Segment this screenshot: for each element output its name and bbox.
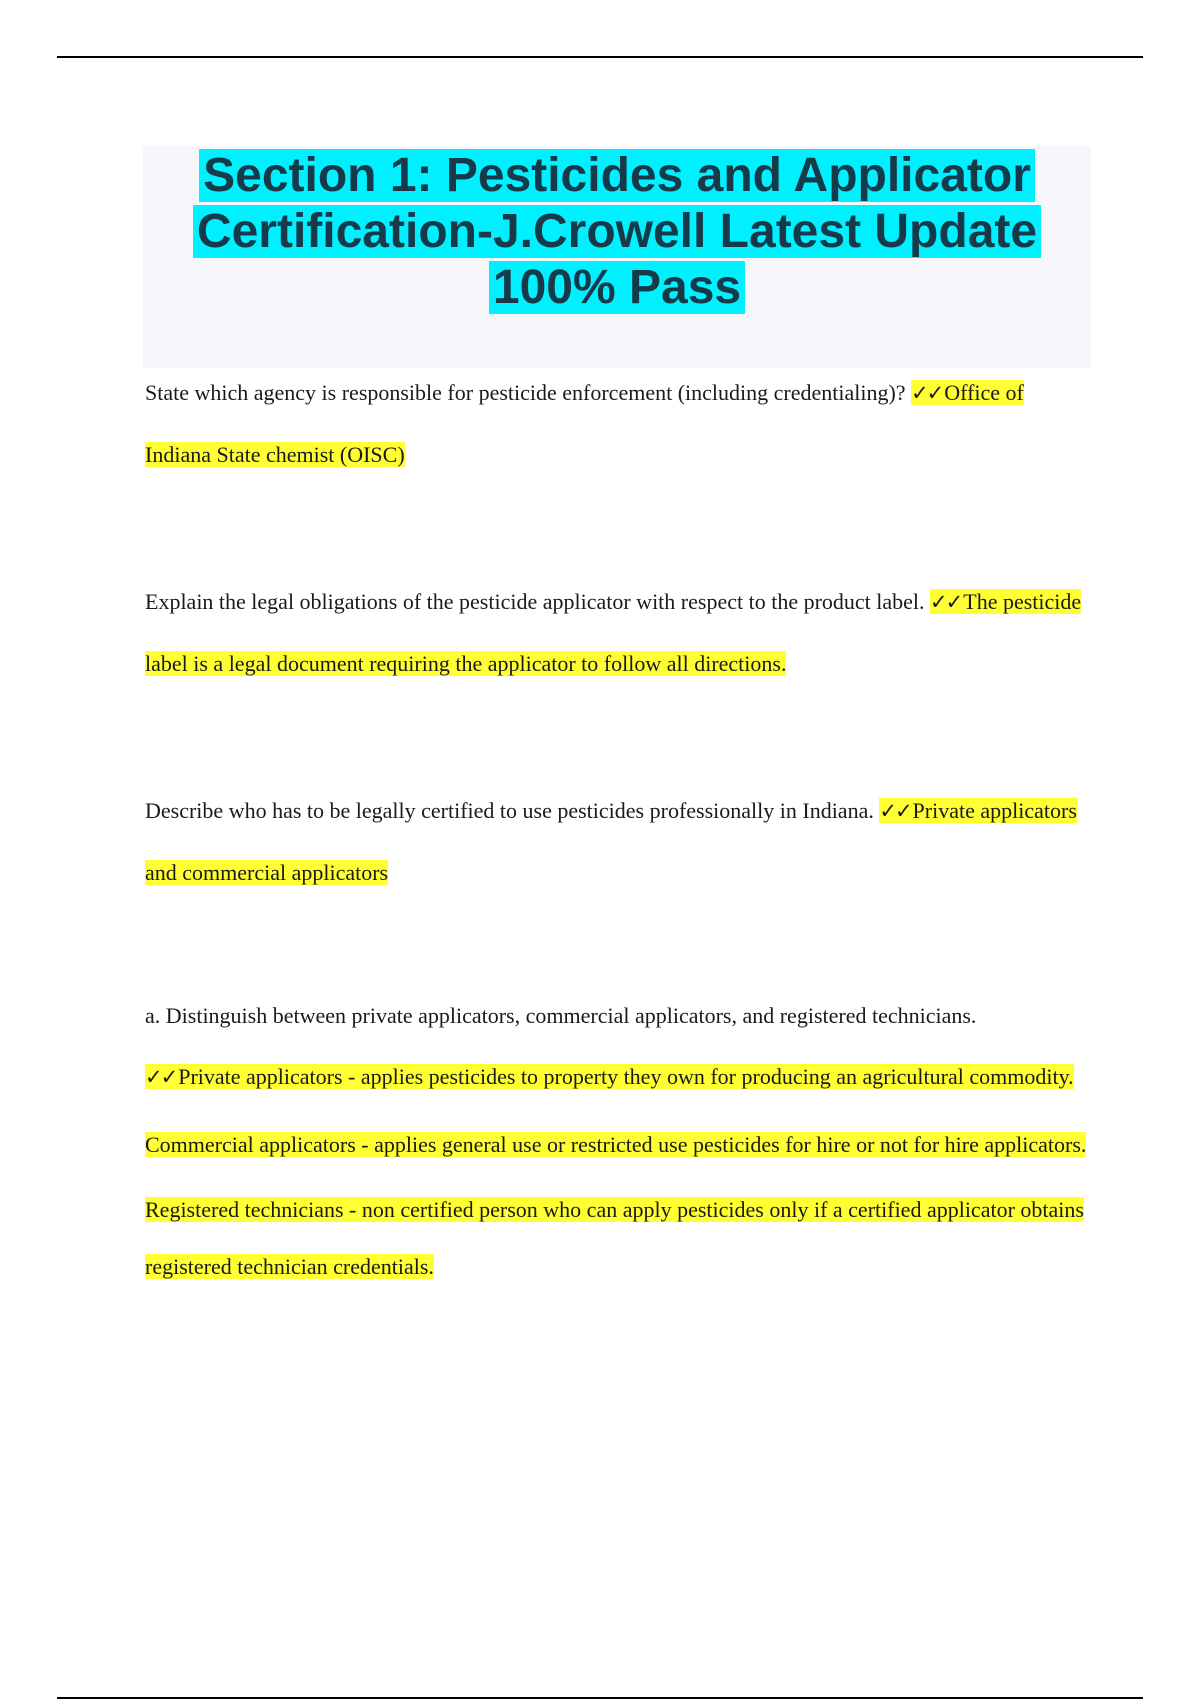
double-check-icon: ✓✓ [145, 1065, 177, 1089]
question-item-4 [145, 985, 1095, 1108]
question-item-3 [145, 780, 1095, 903]
question-text: Describe who has to be legally certified to use pesticides professionally in Indiana. [145, 798, 874, 823]
double-check-icon: ✓✓ [879, 799, 911, 823]
answer-continuation-commercial [145, 1116, 1095, 1173]
question-list [145, 362, 1095, 1295]
question-item-1 [145, 362, 1095, 485]
question-text: Explain the legal obligations of the pesticide applicator with respect to the product label. [145, 589, 925, 614]
double-check-icon: ✓✓ [930, 590, 962, 614]
answer-highlight: Commercial applicators - applies general use or restricted use pesticides for hire or not for hire applicators. [145, 1132, 1087, 1157]
question-text: State which agency is responsible for pesticide enforcement (including credentialing)? [145, 380, 906, 405]
answer-text: The pesticide label is a legal document requiring the applicator to follow all directions. [145, 589, 1082, 676]
document-title [143, 146, 1091, 316]
question-text: a. Distinguish between private applicators, commercial applicators, and registered technicians. [145, 1003, 977, 1028]
answer-continuation-technicians [145, 1181, 1095, 1295]
double-check-icon: ✓✓ [911, 381, 943, 405]
answer-text: Office of Indiana State chemist (OISC) [145, 380, 1024, 467]
answer-highlight: Registered technicians - non certified person who can apply pesticides only if a certified applicator obtains registered technician credentials. [145, 1197, 1084, 1279]
document-title-text: Section 1: Pesticides and Applicator Certification-J.Crowell Latest Update 100% Pass [193, 149, 1041, 314]
answer-text: Private applicators - applies pesticides to property they own for producing an agricultural commodity. [178, 1064, 1074, 1089]
answer-text: Private applicators and commercial applicators [145, 798, 1077, 885]
bottom-rule [57, 1697, 1143, 1699]
question-item-2 [145, 571, 1095, 694]
title-block [143, 146, 1091, 368]
top-rule [57, 56, 1143, 58]
answer-highlight [145, 1064, 1074, 1089]
